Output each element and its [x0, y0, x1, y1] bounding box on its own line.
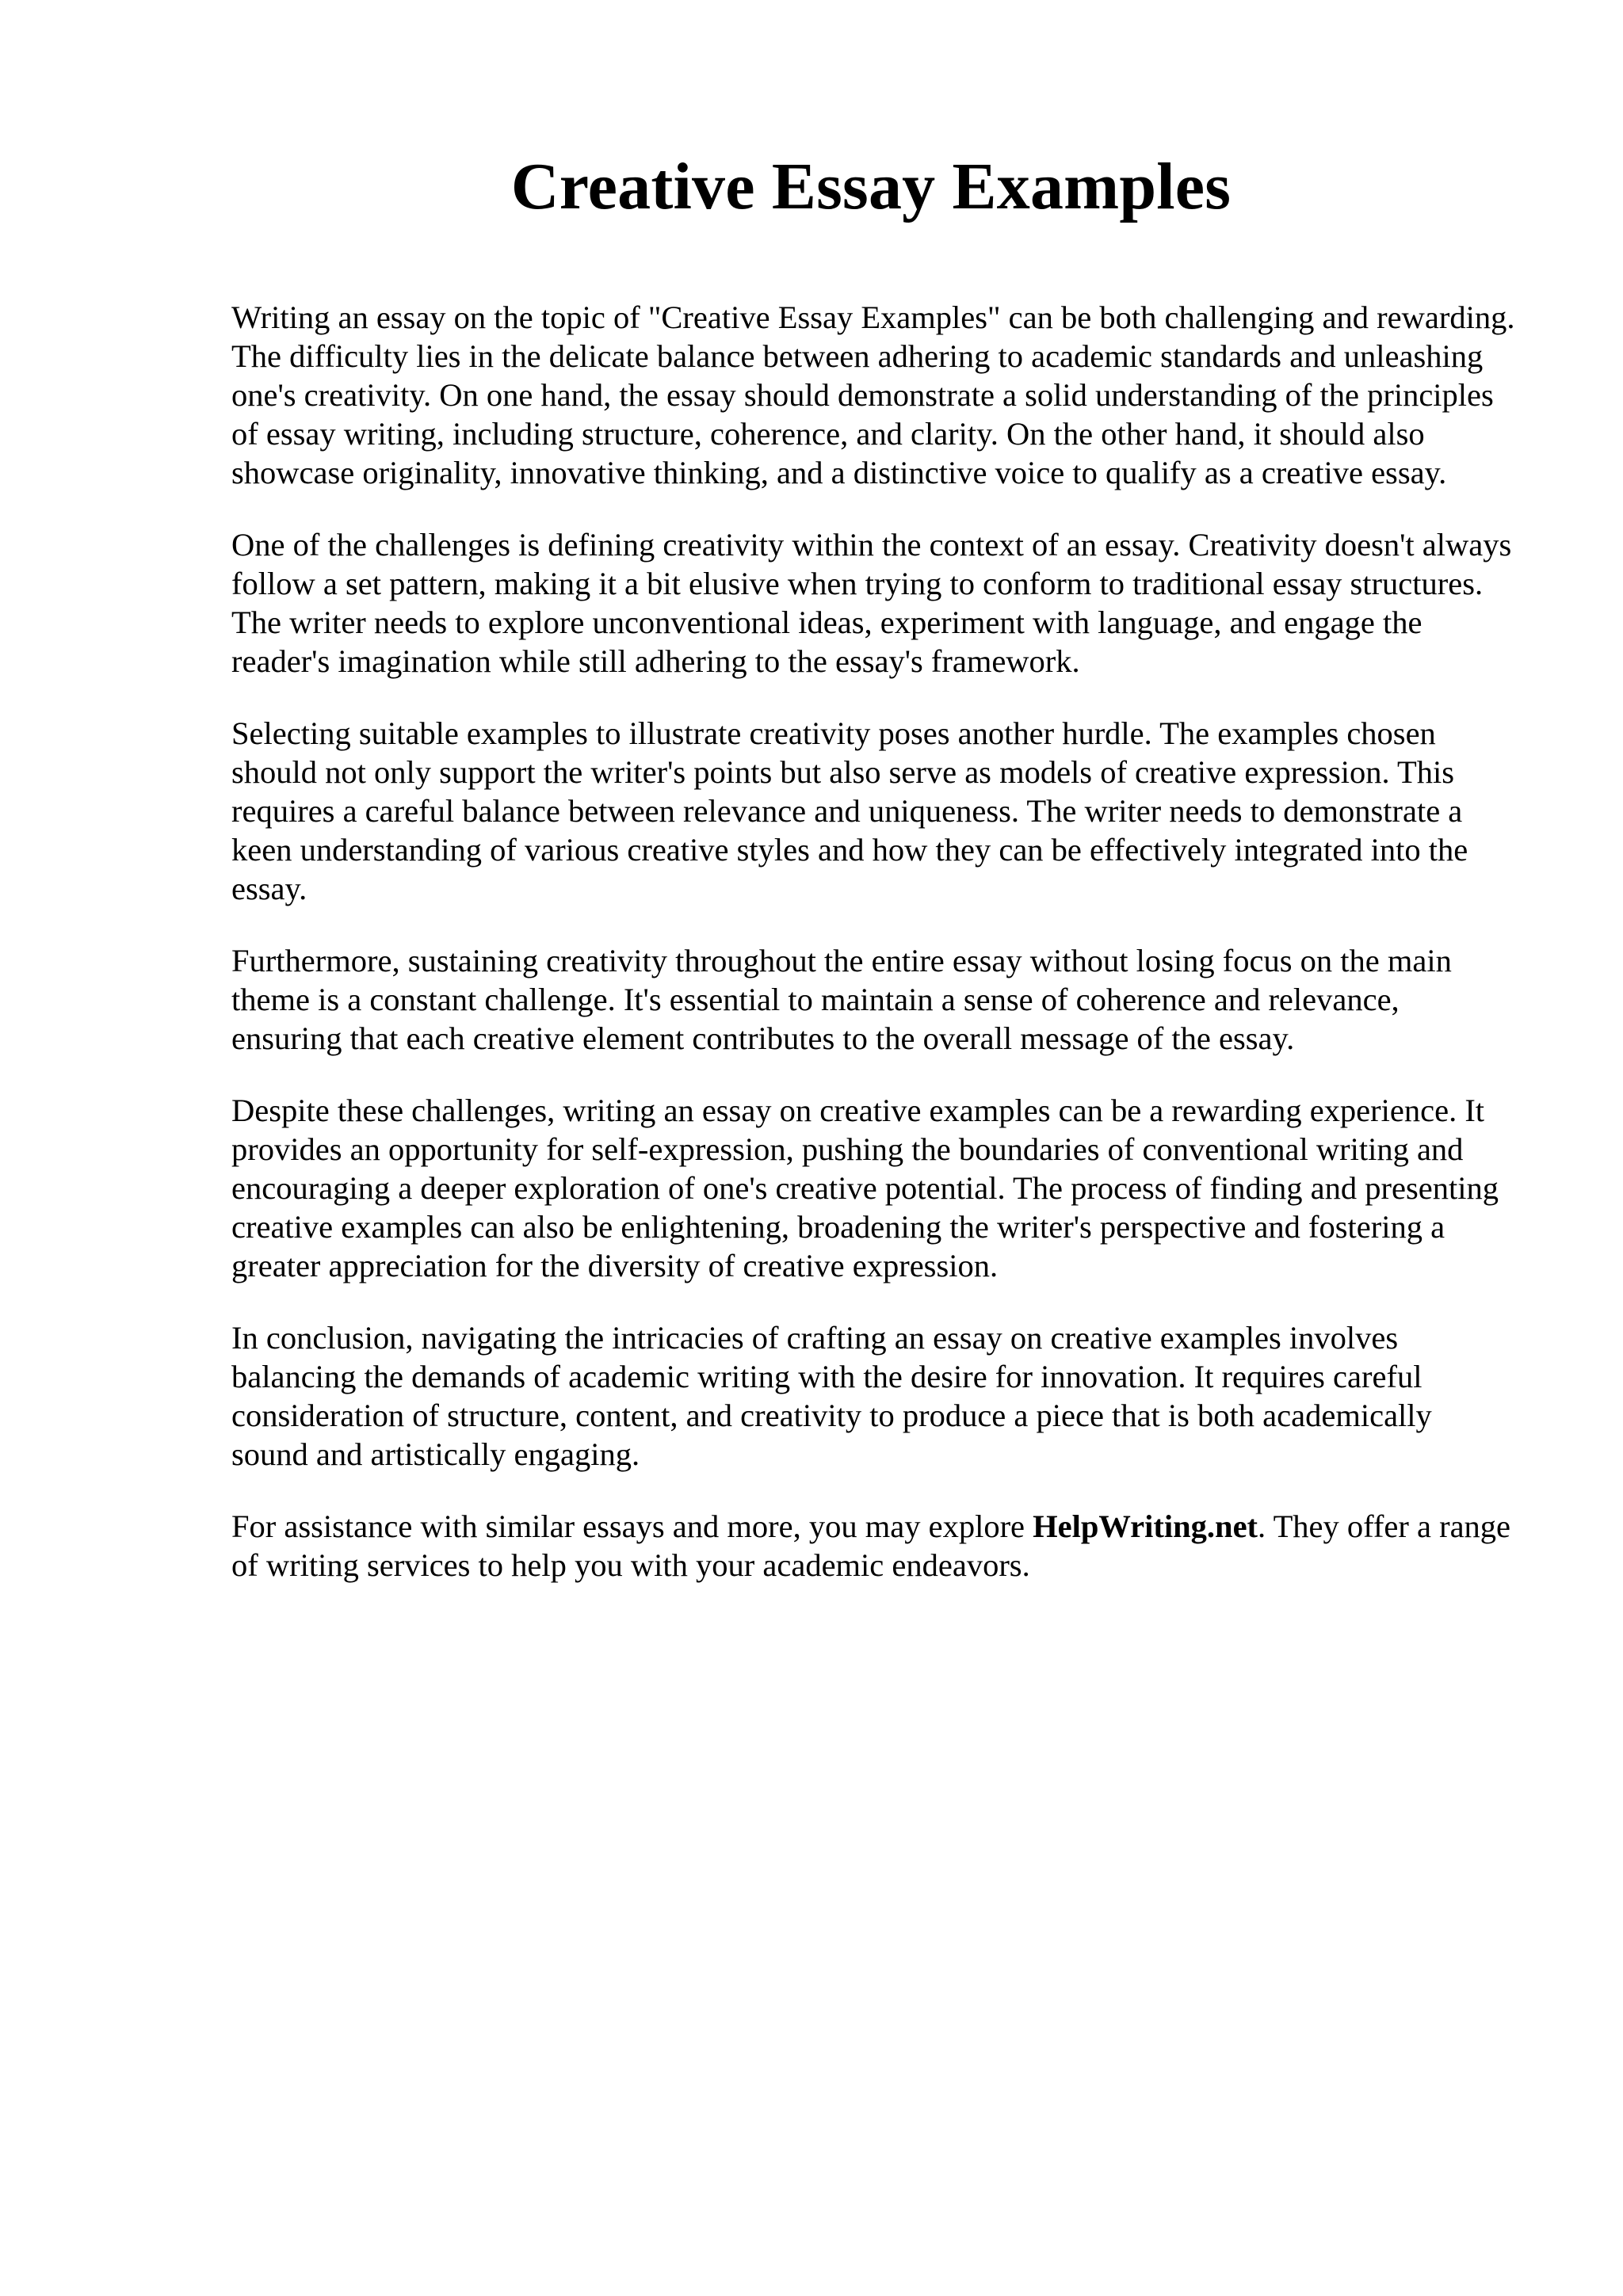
- paragraph-2: One of the challenges is defining creativity within the context of an essay. Creativity doesn't always follow a set pattern, making it a bit elusive when trying to conform to traditional essay structures. The writer needs to explore unconventional ideas, experiment with language, and engage the reader's imagination while still adhering to the essay's framework.: [231, 527, 1512, 679]
- paragraph-6: In conclusion, navigating the intricacies of crafting an essay on creative examples involves balancing the demands of academic writing with the desire for innovation. It requires careful consideration of structure, content, and creativity to produce a piece that is both academically sound and artistically engaging.: [231, 1320, 1432, 1472]
- paragraph-5: Despite these challenges, writing an essay on creative examples can be a rewarding experience. It provides an opportunity for self-expression, pushing the boundaries of conventional writing and encouraging a deeper exploration of one's creative potential. The process of finding and presenting creative examples can also be enlightening, broadening the writer's perspective and fostering a greater appreciation for the diversity of creative expression.: [231, 1093, 1499, 1283]
- essay-body: [231, 298, 1515, 1618]
- helpwriting-brand-link[interactable]: HelpWriting.net: [1033, 1508, 1258, 1544]
- closing-paragraph: [231, 1507, 1515, 1585]
- page-title: Creative Essay Examples: [510, 150, 1232, 223]
- paragraph-3: Selecting suitable examples to illustrate creativity poses another hurdle. The examples chosen should not only support the writer's points but also serve as models of creative expression. This requires a careful balance between relevance and uniqueness. The writer needs to demonstrate a keen understanding of various creative styles and how they can be effectively integrated into the essay.: [231, 715, 1468, 906]
- paragraph-1: Writing an essay on the topic of "Creative Essay Examples" can be both challenging and rewarding. The difficulty lies in the delicate balance between adhering to academic standards and unleashing one's creativity. On one hand, the essay should demonstrate a solid understanding of the principles of essay writing, including structure, coherence, and clarity. On the other hand, it should also showcase originality, innovative thinking, and a distinctive voice to qualify as a creative essay.: [231, 299, 1515, 490]
- paragraph-4: Furthermore, sustaining creativity throughout the entire essay without losing focus on the main theme is a constant challenge. It's essential to maintain a sense of coherence and relevance, ensuring that each creative element contributes to the overall message of the essay.: [231, 943, 1452, 1056]
- closing-text-before: For assistance with similar essays and more, you may explore: [231, 1508, 1033, 1544]
- closing-text-after: . They offer a range of writing services to help you with your academic endeavors.: [231, 1508, 1511, 1583]
